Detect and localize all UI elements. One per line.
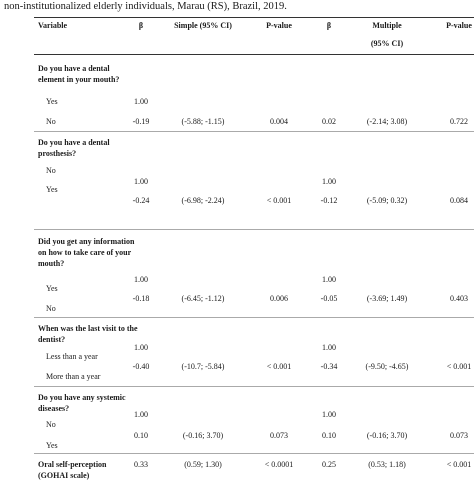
pvalue-multiple-cell: 0.722 (450, 117, 468, 126)
beta-simple-cell: -0.18 (132, 294, 150, 303)
group-label-dental-element: Do you have a dental element in your mouth? (38, 64, 120, 84)
beta-simple-cell: 1.00 (134, 177, 148, 186)
pvalue-simple-cell: < 0.001 (266, 196, 292, 205)
row-label: Yes (46, 185, 58, 194)
row-label: Yes (46, 441, 58, 450)
beta-multiple-cell: 0.10 (322, 431, 336, 440)
row-label: Yes (46, 284, 58, 293)
beta-simple-cell: 0.10 (134, 431, 148, 440)
pvalue-simple-cell: 0.073 (270, 431, 288, 440)
multiple-ci-cell: (-2.14; 3.08) (366, 117, 408, 126)
simple-ci-cell: (-10.7; -5.84) (181, 362, 225, 371)
pvalue-multiple-cell: 0.403 (450, 294, 468, 303)
pvalue-multiple-cell: < 0.001 (446, 362, 472, 371)
simple-ci-cell: (-6.98; -2.24) (181, 196, 225, 205)
header-multiple: Multiple (372, 21, 402, 30)
pvalue-simple-cell: < 0.001 (266, 362, 292, 371)
group-divider (34, 317, 474, 318)
row-label: No (46, 420, 56, 429)
beta-multiple-cell: 0.02 (322, 117, 336, 126)
group-label-oral-care-info: Did you get any information on how to take care of your mouth? (38, 237, 135, 268)
multiple-ci-cell: (-0.16; 3.70) (366, 431, 408, 440)
pvalue-multiple-cell: 0.084 (450, 196, 468, 205)
pvalue-simple-cell: 0.006 (270, 294, 288, 303)
pvalue-simple-cell: 0.004 (270, 117, 288, 126)
multiple-ci-cell: (-5.09; 0.32) (366, 196, 408, 205)
header-top-rule (34, 17, 474, 18)
group-divider (34, 386, 474, 387)
row-label: No (46, 304, 56, 313)
group-divider (34, 229, 474, 230)
header-simple-ci: Simple (95% CI) (174, 21, 232, 30)
group-label-last-visit: When was the last visit to the dentist? (38, 324, 138, 344)
beta-multiple-cell: -0.12 (320, 196, 338, 205)
pvalue-multiple-cell: < 0.001 (446, 460, 472, 469)
header-beta-simple: β (138, 21, 144, 30)
beta-multiple-cell: -0.34 (320, 362, 338, 371)
pvalue-simple-cell: < 0.0001 (264, 460, 294, 469)
row-label: More than a year (46, 372, 101, 381)
beta-multiple-cell: -0.05 (320, 294, 338, 303)
multiple-ci-cell: (-9.50; -4.65) (365, 362, 409, 371)
beta-simple-cell: -0.40 (132, 362, 150, 371)
beta-multiple-cell: 1.00 (322, 343, 336, 352)
header-variable: Variable (38, 21, 68, 30)
header-bottom-rule (34, 54, 474, 55)
beta-simple-cell: 1.00 (134, 410, 148, 419)
group-label-systemic-diseases: Do you have any systemic diseases? (38, 393, 126, 413)
multiple-ci-cell: (0.53; 1.18) (368, 460, 406, 469)
row-label: Yes (46, 97, 58, 106)
beta-simple-cell: 1.00 (134, 97, 148, 106)
header-pvalue-simple: P-value (266, 21, 292, 30)
beta-simple-cell: -0.19 (132, 117, 150, 126)
beta-simple-cell: 0.33 (134, 460, 148, 469)
row-label: No (46, 117, 56, 126)
beta-multiple-cell: 1.00 (322, 177, 336, 186)
beta-simple-cell: 1.00 (134, 275, 148, 284)
pvalue-multiple-cell: 0.073 (450, 431, 468, 440)
beta-simple-cell: 1.00 (134, 343, 148, 352)
simple-ci-cell: (0.59; 1.30) (184, 460, 222, 469)
simple-ci-cell: (-0.16; 3.70) (182, 431, 224, 440)
group-label-dental-prosthesis: Do you have a dental prosthesis? (38, 138, 110, 158)
group-divider (34, 453, 474, 454)
header-pvalue-multiple: P-value (446, 21, 472, 30)
beta-simple-cell: -0.24 (132, 196, 150, 205)
group-divider (34, 131, 474, 132)
beta-multiple-cell: 1.00 (322, 410, 336, 419)
beta-multiple-cell: 0.25 (322, 460, 336, 469)
header-beta-multiple: β (326, 21, 332, 30)
table-caption: non-institutionalized elderly individuals, Marau (RS), Brazil, 2019. (4, 1, 287, 12)
row-label: No (46, 166, 56, 175)
row-label-oral-self-perception: Oral self-perception (GOHAI scale) (38, 460, 107, 480)
row-label: Less than a year (46, 352, 98, 361)
header-multiple-ci: (95% CI) (370, 39, 404, 48)
multiple-ci-cell: (-3.69; 1.49) (366, 294, 408, 303)
beta-multiple-cell: 1.00 (322, 275, 336, 284)
simple-ci-cell: (-5.88; -1.15) (181, 117, 225, 126)
simple-ci-cell: (-6.45; -1.12) (181, 294, 225, 303)
